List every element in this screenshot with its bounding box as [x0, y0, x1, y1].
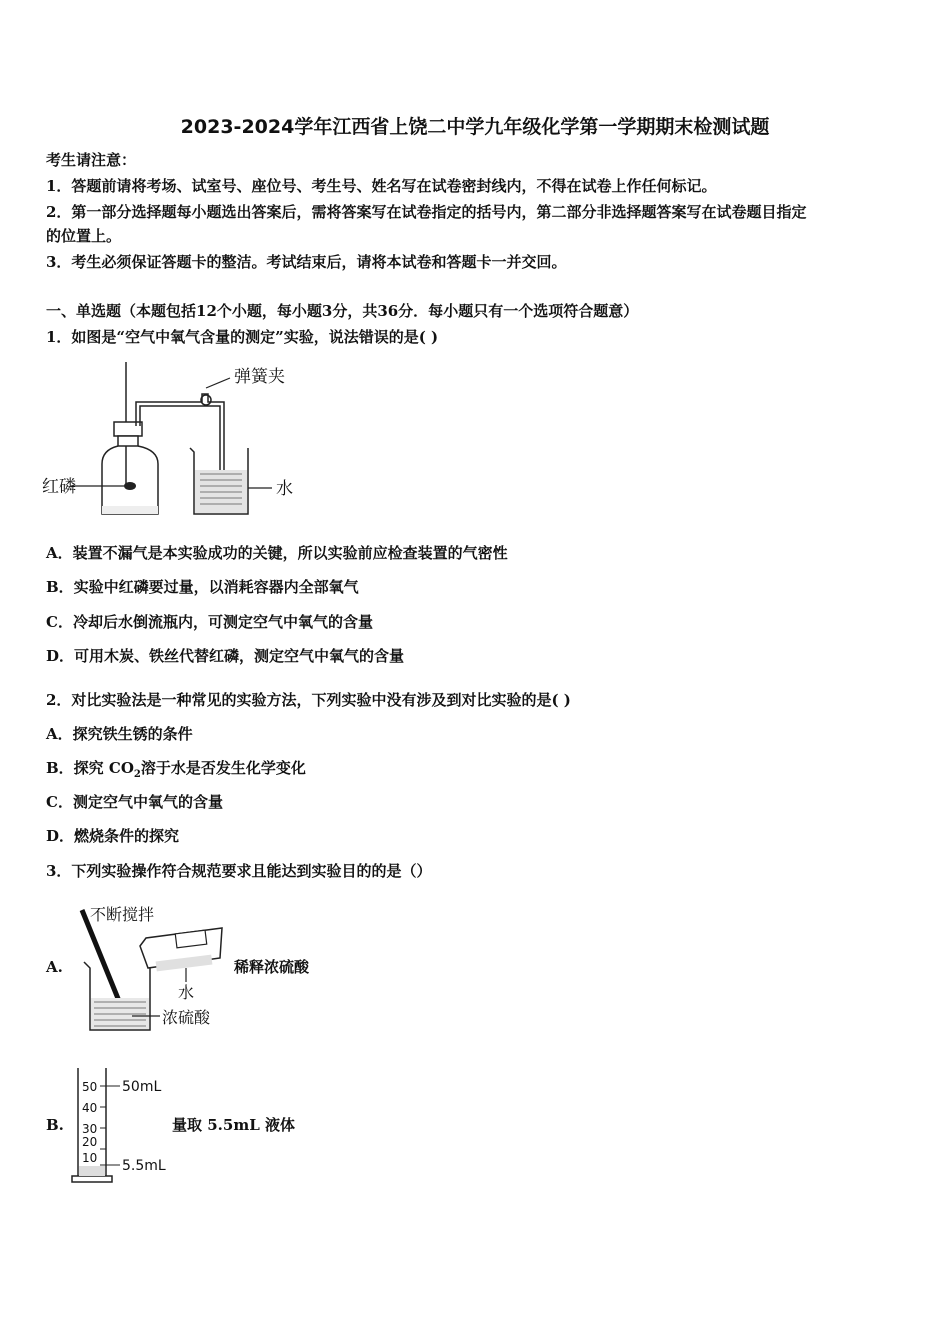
q2-option-b-subscript: 2 — [133, 769, 141, 780]
notice-item: 3．考生必须保证答题卡的整洁。考试结束后，请将本试卷和答题卡一并交回。 — [46, 253, 567, 271]
question-1-stem: 1．如图是“空气中氧气含量的测定”实验，说法错误的是( ) — [46, 328, 439, 346]
q2-option-c: C．测定空气中氧气的含量 — [46, 793, 223, 811]
q3-option-a-letter: A. — [46, 958, 63, 976]
notice-item: 1．答题前请将考场、试室号、座位号、考生号、姓名写在试卷密封线内，不得在试卷上作任何标记。 — [46, 177, 717, 195]
q3-option-b-caption: 量取 5.5mL 液体 — [172, 1116, 295, 1134]
q2-option-d: D．燃烧条件的探究 — [46, 827, 180, 845]
page-title: 2023-2024学年江西省上饶二中学九年级化学第一学期期末检测试题 — [180, 116, 770, 138]
q1-option-a: A．装置不漏气是本实验成功的关键，所以实验前应检查装置的气密性 — [46, 544, 508, 562]
stir-label: 不断搅拌 — [90, 905, 155, 924]
question-3-stem: 3．下列实验操作符合规范要求且能达到实验目的的是（） — [46, 862, 432, 880]
section-heading: 一、单选题（本题包括12个小题，每小题3分，共36分．每小题只有一个选项符合题意） — [46, 302, 639, 320]
q3-dilution-figure — [72, 902, 232, 1038]
water-label: 水 — [178, 983, 195, 1002]
question-2-stem: 2．对比实验法是一种常见的实验方法，下列实验中没有涉及到对比实验的是( ) — [46, 691, 571, 709]
red-phosphorus-label: 红磷 — [42, 477, 76, 497]
fifty-ml-label: 50mL — [122, 1079, 162, 1095]
spring-clamp-label: 弹簧夹 — [234, 367, 285, 387]
concentrated-acid-label: 浓硫酸 — [162, 1008, 211, 1027]
red-phosphorus-spoon — [124, 482, 136, 490]
q3-option-a-caption: 稀释浓硫酸 — [234, 958, 310, 976]
scale-mark: 10 — [82, 1151, 98, 1165]
scale-mark: 30 — [82, 1122, 98, 1136]
q1-option-b: B．实验中红磷要过量，以消耗容器内全部氧气 — [46, 578, 359, 596]
q2-option-b — [46, 758, 306, 778]
q3-option-b-letter: B. — [46, 1116, 64, 1134]
q1-apparatus-figure — [40, 358, 310, 524]
notice-item: 2．第一部分选择题每小题选出答案后，需将答案写在试卷指定的括号内，第二部分非选择题答案写在试卷题目指定 — [46, 203, 807, 221]
scale-mark: 20 — [82, 1135, 98, 1149]
q2-option-a: A．探究铁生锈的条件 — [46, 725, 193, 743]
q3-cylinder-figure — [70, 1064, 180, 1186]
scale-mark: 50 — [82, 1080, 98, 1094]
q1-option-c: C．冷却后水倒流瓶内，可测定空气中氧气的含量 — [46, 613, 373, 631]
notice-item: 的位置上。 — [46, 227, 122, 245]
q2-option-b-text: B．探究 CO — [46, 759, 134, 777]
q1-option-d: D．可用木炭、铁丝代替红磷，测定空气中氧气的含量 — [46, 647, 405, 665]
five-point-five-ml-label: 5.5mL — [122, 1158, 166, 1174]
notice-heading: 考生请注意： — [46, 151, 137, 169]
water-label: 水 — [276, 479, 293, 499]
scale-mark: 40 — [82, 1101, 98, 1115]
q2-option-b-text-rest: 溶于水是否发生化学变化 — [140, 759, 306, 777]
